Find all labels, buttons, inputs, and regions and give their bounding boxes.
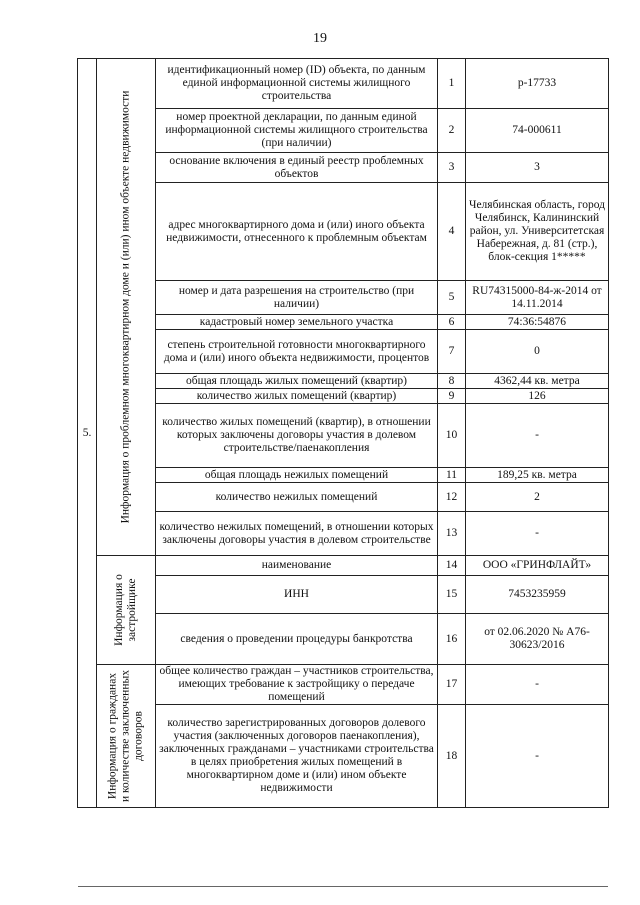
row-description: количество нежилых помещений, в отношении которых заключены договоры участия в долевом строительстве	[156, 512, 438, 556]
row-number: 8	[438, 374, 466, 389]
row-value: 0	[466, 330, 609, 374]
row-description: общая площадь жилых помещений (квартир)	[156, 374, 438, 389]
row-value: ООО «ГРИНФЛАЙТ»	[466, 556, 609, 576]
table-row	[78, 281, 609, 315]
row-value: Челябинская область, город Челябинск, Калининский район, ул. Университетская Набережная, д. 81 (стр.), блок-секция 1*****	[466, 183, 609, 281]
row-value: -	[466, 665, 609, 705]
row-number: 17	[438, 665, 466, 705]
page-number: 19	[313, 31, 327, 46]
row-number: 16	[438, 614, 466, 665]
row-description: ИНН	[156, 576, 438, 614]
row-number: 11	[438, 468, 466, 483]
row-description: сведения о проведении процедуры банкротства	[156, 614, 438, 665]
row-number: 18	[438, 705, 466, 808]
table-row	[78, 512, 609, 556]
row-number: 3	[438, 153, 466, 183]
row-number: 5	[438, 281, 466, 315]
table-row	[78, 614, 609, 665]
row-description: количество жилых помещений (квартир), в отношении которых заключены договоры участия в долевом строительстве/паенакопления	[156, 404, 438, 468]
row-number: 7	[438, 330, 466, 374]
row-value: 2	[466, 483, 609, 512]
row-value: 74-000611	[466, 109, 609, 153]
row-value: RU74315000-84-ж-2014 от 14.11.2014	[466, 281, 609, 315]
row-number: 15	[438, 576, 466, 614]
row-description: адрес многоквартирного дома и (или) иного объекта недвижимости, отнесенного к проблемным объектам	[156, 183, 438, 281]
row-number: 4	[438, 183, 466, 281]
row-number: 10	[438, 404, 466, 468]
row-description: номер проектной декларации, по данным единой информационной системы жилищного строительства (при наличии)	[156, 109, 438, 153]
row-number: 12	[438, 483, 466, 512]
row-value: 74:36:54876	[466, 315, 609, 330]
table-row	[78, 374, 609, 389]
row-description: идентификационный номер (ID) объекта, по данным единой информационной системы жилищного строительства	[156, 59, 438, 109]
problem-object-table	[77, 58, 609, 808]
table-row	[78, 576, 609, 614]
section-number: 5.	[78, 59, 97, 808]
row-value: 4362,44 кв. метра	[466, 374, 609, 389]
table-row	[78, 109, 609, 153]
row-value: 189,25 кв. метра	[466, 468, 609, 483]
group-label: Информация о застройщике	[113, 574, 138, 646]
row-value: р-17733	[466, 59, 609, 109]
table-row	[78, 389, 609, 404]
row-value: -	[466, 512, 609, 556]
row-number: 13	[438, 512, 466, 556]
row-value: -	[466, 404, 609, 468]
row-value: от 02.06.2020 № А76-30623/2016	[466, 614, 609, 665]
group-label: Информация о проблемном многоквартирном доме и (или) ином объекте недвижимости	[119, 90, 132, 524]
table-row	[78, 556, 609, 576]
table-row	[78, 330, 609, 374]
row-value: -	[466, 705, 609, 808]
row-description: количество жилых помещений (квартир)	[156, 389, 438, 404]
row-description: наименование	[156, 556, 438, 576]
row-number: 14	[438, 556, 466, 576]
row-description: кадастровый номер земельного участка	[156, 315, 438, 330]
row-description: количество нежилых помещений	[156, 483, 438, 512]
row-value: 3	[466, 153, 609, 183]
row-description: общее количество граждан – участников строительства, имеющих требование к застройщику о передаче помещений	[156, 665, 438, 705]
row-value: 126	[466, 389, 609, 404]
group-label-cell	[97, 556, 156, 665]
row-description: общая площадь нежилых помещений	[156, 468, 438, 483]
row-description: количество зарегистрированных договоров долевого участия (заключенных договоров паенакопления), заключенных гражданами – участниками строительства в целях приобретения жилых помещений в многоквартирном доме и (или) ином объекте недвижимости	[156, 705, 438, 808]
table-row	[78, 665, 609, 705]
table-row	[78, 705, 609, 808]
footer-divider	[78, 886, 608, 887]
table-row	[78, 183, 609, 281]
table-row	[78, 59, 609, 109]
table-row	[78, 468, 609, 483]
table-row	[78, 315, 609, 330]
row-description: номер и дата разрешения на строительство (при наличии)	[156, 281, 438, 315]
group-label-cell	[97, 665, 156, 808]
row-description: степень строительной готовности многоквартирного дома и (или) иного объекта недвижимости, процентов	[156, 330, 438, 374]
group-label: Информация о гражданах и количестве заключенных договоров	[106, 670, 145, 802]
table-row	[78, 153, 609, 183]
table-row	[78, 483, 609, 512]
row-number: 2	[438, 109, 466, 153]
row-value: 7453235959	[466, 576, 609, 614]
table-row	[78, 404, 609, 468]
row-number: 1	[438, 59, 466, 109]
row-description: основание включения в единый реестр проблемных объектов	[156, 153, 438, 183]
group-label-cell	[97, 59, 156, 556]
row-number: 6	[438, 315, 466, 330]
row-number: 9	[438, 389, 466, 404]
